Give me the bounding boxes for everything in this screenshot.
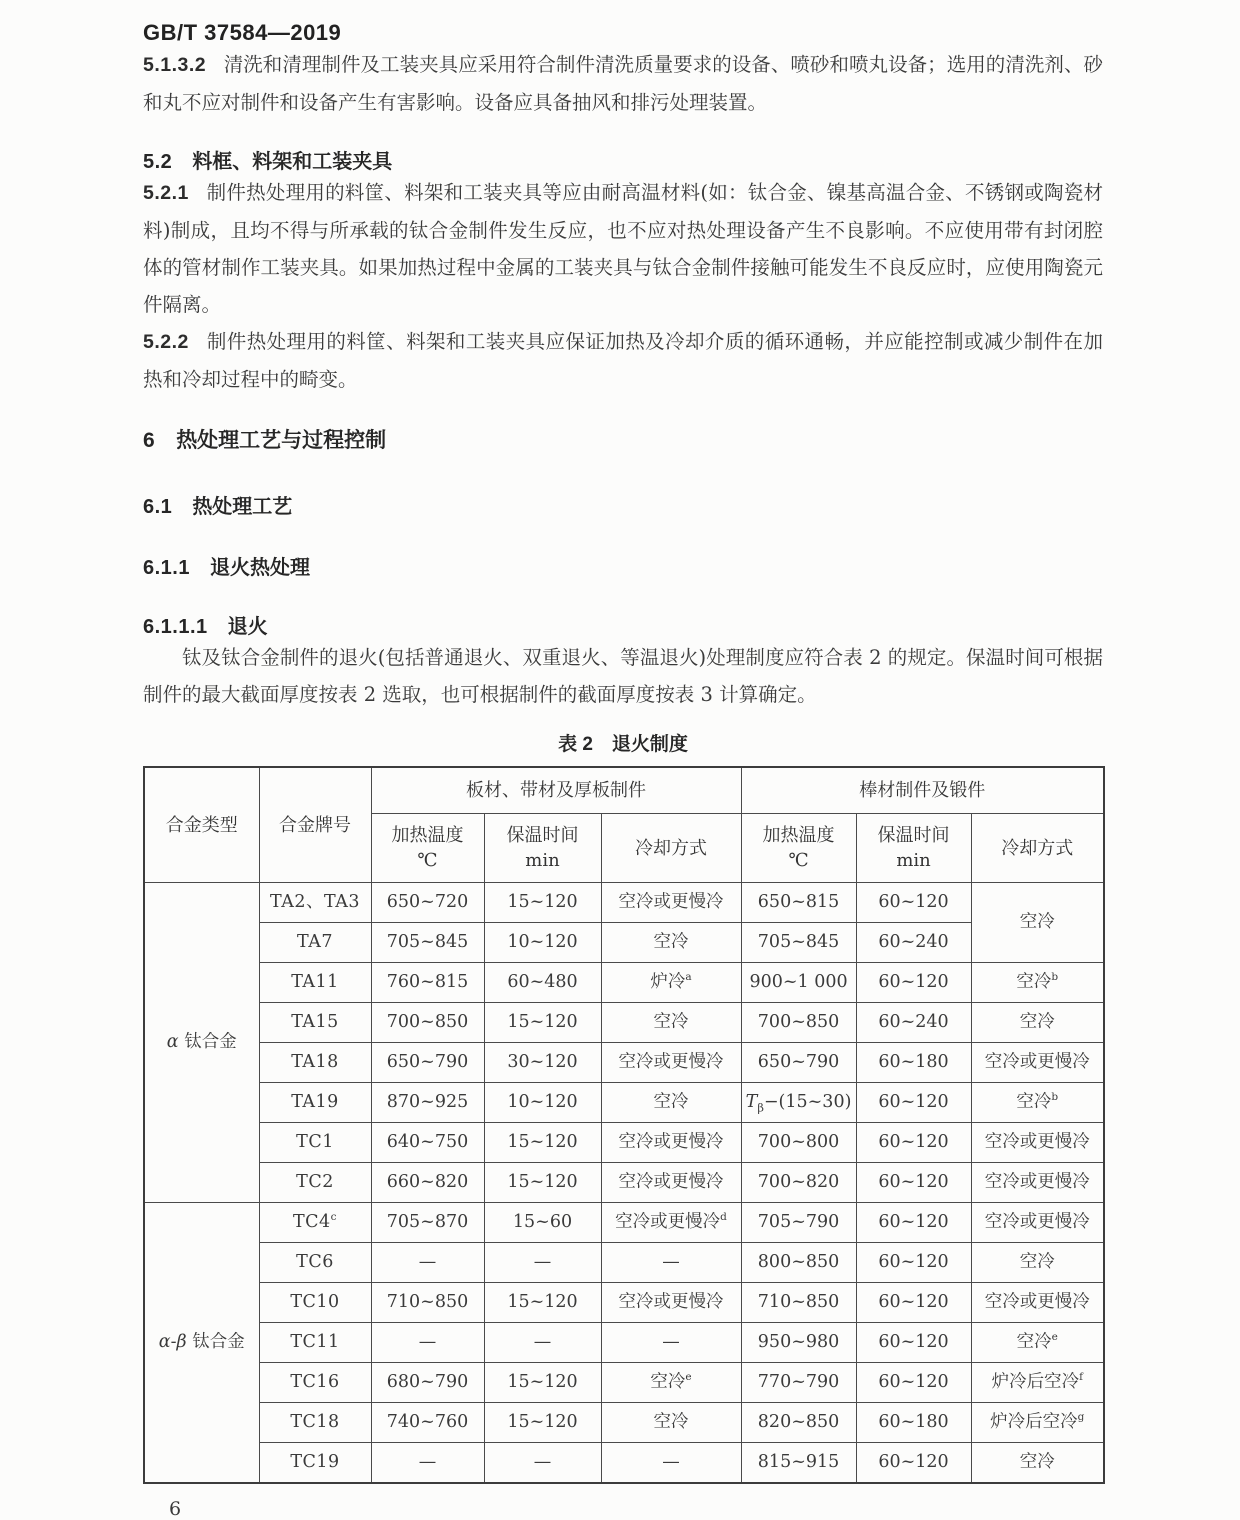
heading-title: 退火 [227, 616, 268, 638]
cell-bar-temp: 900~1 000 [741, 963, 856, 1003]
heading-title: 退火热处理 [209, 557, 310, 579]
cell-plate-time: 15~120 [484, 1123, 601, 1163]
clause-number: 5.1.3.2 [143, 54, 207, 76]
cell-bar-temp: 705~790 [741, 1203, 856, 1243]
cell-bar-cooling: 空冷$^b$ [971, 1083, 1104, 1123]
cell-plate-time: — [484, 1443, 601, 1484]
heading-6.1.1.1 [143, 610, 1103, 639]
cell-bar-time: 60~120 [856, 1363, 971, 1403]
cell-grade: TA2、TA3 [259, 883, 371, 923]
heading-5.2 [143, 145, 1103, 174]
clause-text: 制件热处理用的料筐、料架和工装夹具等应由耐高温材料(如：钛合金、镍基高温合金、不锈钢或陶瓷材料)制成，且均不得与所承载的钛合金制件发生反应，也不应对热处理设备产生不良影响。不应使用带有封闭腔体的管材制作工装夹具。如果加热过程中金属的工装夹具与钛合金制件接触可能发生不良反应时，应使用陶瓷元件隔离。 [143, 181, 1103, 316]
table-row [144, 1163, 1104, 1203]
cell-plate-cooling: 空冷或更慢冷$^d$ [601, 1203, 741, 1243]
cell-plate-time: 60~480 [484, 963, 601, 1003]
heading-number: 5.2 [143, 151, 173, 173]
clause-5.1.3.2 [143, 46, 1103, 121]
table-row [144, 1083, 1104, 1123]
table-row [144, 1363, 1104, 1403]
standard-code: GB/T 37584—2019 [143, 20, 342, 45]
col-header-bar-temp: 加热温度 ℃ [741, 814, 856, 883]
cell-plate-temp: 870~925 [371, 1083, 484, 1123]
cell-plate-temp: 680~790 [371, 1363, 484, 1403]
clause-5.2.1 [143, 174, 1103, 323]
table-2-caption [143, 729, 1103, 756]
heading-number: 6 [143, 429, 156, 452]
cell-plate-temp: 705~845 [371, 923, 484, 963]
cell-bar-temp: 800~850 [741, 1243, 856, 1283]
cell-bar-temp: 700~800 [741, 1123, 856, 1163]
cell-grade: TC10 [259, 1283, 371, 1323]
cell-bar-time: 60~240 [856, 923, 971, 963]
clause-number: 5.2.2 [143, 331, 189, 353]
clause-number: 5.2.1 [143, 182, 189, 204]
cell-plate-temp: 740~760 [371, 1403, 484, 1443]
col-header-bar-cooling: 冷却方式 [971, 814, 1104, 883]
table-row [144, 1323, 1104, 1363]
cell-bar-time: 60~120 [856, 1163, 971, 1203]
cell-plate-temp: 660~820 [371, 1163, 484, 1203]
clause-5.2.2 [143, 323, 1103, 398]
cell-grade: TC19 [259, 1443, 371, 1484]
cell-alloy-type-alpha: α 钛合金 [144, 883, 259, 1203]
col-header-plate-time: 保温时间 min [484, 814, 601, 883]
cell-plate-cooling: 空冷 [601, 1403, 741, 1443]
cell-bar-cooling: 空冷或更慢冷 [971, 1283, 1104, 1323]
cell-plate-temp: 700~850 [371, 1003, 484, 1043]
cell-plate-temp: 650~720 [371, 883, 484, 923]
cell-plate-time: — [484, 1323, 601, 1363]
cell-plate-time: 15~120 [484, 1283, 601, 1323]
cell-bar-cooling: 炉冷后空冷$^f$ [971, 1363, 1104, 1403]
cell-bar-temp: 650~815 [741, 883, 856, 923]
cell-bar-time: 60~120 [856, 1083, 971, 1123]
cell-plate-time: — [484, 1243, 601, 1283]
cell-plate-cooling: 空冷或更慢冷 [601, 1163, 741, 1203]
cell-bar-temp: 710~850 [741, 1283, 856, 1323]
table-caption-title: 退火制度 [611, 734, 688, 755]
cell-bar-cooling: 炉冷后空冷$^g$ [971, 1403, 1104, 1443]
cell-plate-time: 15~60 [484, 1203, 601, 1243]
cell-grade: TC2 [259, 1163, 371, 1203]
cell-bar-cooling-merged: 空冷 [971, 883, 1104, 963]
cell-bar-time: 60~180 [856, 1043, 971, 1083]
cell-bar-time: 60~120 [856, 1203, 971, 1243]
heading-6.1 [143, 490, 1103, 519]
table-row [144, 1443, 1104, 1484]
cell-bar-time: 60~240 [856, 1003, 971, 1043]
cell-bar-temp: 700~850 [741, 1003, 856, 1043]
cell-plate-temp: 710~850 [371, 1283, 484, 1323]
cell-plate-cooling: 炉冷$^a$ [601, 963, 741, 1003]
table-row [144, 1403, 1104, 1443]
cell-plate-time: 15~120 [484, 1163, 601, 1203]
cell-plate-temp: — [371, 1443, 484, 1484]
table-row [144, 1003, 1104, 1043]
cell-plate-temp: 640~750 [371, 1123, 484, 1163]
heading-title: 热处理工艺与过程控制 [176, 429, 387, 452]
table-2-annealing-schedule [143, 766, 1105, 1484]
cell-bar-temp: 815~915 [741, 1443, 856, 1484]
cell-bar-temp: 700~820 [741, 1163, 856, 1203]
cell-plate-time: 10~120 [484, 1083, 601, 1123]
cell-bar-cooling: 空冷 [971, 1443, 1104, 1484]
cell-plate-cooling: — [601, 1243, 741, 1283]
cell-grade: TC1 [259, 1123, 371, 1163]
intro-paragraph: 钛及钛合金制件的退火(包括普通退火、双重退火、等温退火)处理制度应符合表 2 的规定。保温时间可根据制件的最大截面厚度按表 2 选取，也可根据制件的截面厚度按表 3 计算确定。 [143, 646, 1103, 706]
col-header-plate-temp: 加热温度 ℃ [371, 814, 484, 883]
cell-plate-cooling: 空冷 [601, 1083, 741, 1123]
table-row [144, 963, 1104, 1003]
cell-bar-cooling: 空冷或更慢冷 [971, 1203, 1104, 1243]
table-caption-label: 表 2 [558, 734, 593, 755]
col-header-alloy-type: 合金类型 [144, 767, 259, 883]
cell-bar-cooling: 空冷或更慢冷 [971, 1043, 1104, 1083]
cell-grade: TA11 [259, 963, 371, 1003]
cell-plate-cooling: — [601, 1323, 741, 1363]
table-row [144, 1123, 1104, 1163]
cell-plate-time: 15~120 [484, 1403, 601, 1443]
cell-bar-cooling: 空冷或更慢冷 [971, 1163, 1104, 1203]
heading-6 [143, 424, 1103, 454]
col-group-plate: 板材、带材及厚板制件 [371, 767, 741, 814]
cell-bar-cooling: 空冷$^e$ [971, 1323, 1104, 1363]
cell-alloy-type-alpha-beta: α-β 钛合金 [144, 1203, 259, 1484]
cell-plate-time: 15~120 [484, 1003, 601, 1043]
cell-bar-time: 60~120 [856, 1243, 971, 1283]
cell-plate-time: 15~120 [484, 883, 601, 923]
cell-bar-time: 60~120 [856, 963, 971, 1003]
cell-grade: TA7 [259, 923, 371, 963]
cell-grade: TC18 [259, 1403, 371, 1443]
cell-bar-cooling: 空冷$^b$ [971, 963, 1104, 1003]
cell-plate-temp: — [371, 1243, 484, 1283]
heading-number: 6.1.1 [143, 557, 190, 579]
cell-bar-temp: 705~845 [741, 923, 856, 963]
clause-text: 制件热处理用的料筐、料架和工装夹具应保证加热及冷却介质的循环通畅，并应能控制或减少制件在加热和冷却过程中的畸变。 [143, 330, 1103, 391]
cell-bar-time: 60~120 [856, 1123, 971, 1163]
heading-title: 热处理工艺 [192, 496, 293, 518]
cell-bar-time: 60~120 [856, 1323, 971, 1363]
cell-plate-temp: 650~790 [371, 1043, 484, 1083]
cell-plate-time: 30~120 [484, 1043, 601, 1083]
col-header-plate-cooling: 冷却方式 [601, 814, 741, 883]
cell-grade: TC11 [259, 1323, 371, 1363]
cell-plate-cooling: 空冷或更慢冷 [601, 883, 741, 923]
table-row [144, 923, 1104, 963]
clause-text: 清洗和清理制件及工装夹具应采用符合制件清洗质量要求的设备、喷砂和喷丸设备；选用的清洗剂、砂和丸不应对制件和设备产生有害影响。设备应具备抽风和排污处理装置。 [143, 53, 1103, 114]
cell-plate-temp: — [371, 1323, 484, 1363]
cell-grade: TC16 [259, 1363, 371, 1403]
cell-bar-temp: 770~790 [741, 1363, 856, 1403]
table-row [144, 1283, 1104, 1323]
cell-grade: TA15 [259, 1003, 371, 1043]
heading-number: 6.1.1.1 [143, 616, 208, 638]
cell-bar-time: 60~180 [856, 1403, 971, 1443]
cell-bar-time: 60~120 [856, 1283, 971, 1323]
cell-bar-time: 60~120 [856, 1443, 971, 1484]
heading-number: 6.1 [143, 496, 173, 518]
heading-title: 料框、料架和工装夹具 [192, 151, 393, 173]
cell-plate-temp: 705~870 [371, 1203, 484, 1243]
cell-grade: TC6 [259, 1243, 371, 1283]
cell-bar-cooling: 空冷 [971, 1243, 1104, 1283]
cell-grade: TC4$^c$ [259, 1203, 371, 1243]
cell-grade: TA19 [259, 1083, 371, 1123]
table-row [144, 1043, 1104, 1083]
table-row [144, 883, 1104, 923]
heading-6.1.1 [143, 551, 1103, 580]
cell-plate-cooling: 空冷或更慢冷 [601, 1123, 741, 1163]
cell-plate-cooling: 空冷$^e$ [601, 1363, 741, 1403]
cell-plate-cooling: — [601, 1443, 741, 1484]
cell-plate-cooling: 空冷或更慢冷 [601, 1283, 741, 1323]
cell-plate-cooling: 空冷 [601, 923, 741, 963]
cell-bar-time: 60~120 [856, 883, 971, 923]
page-number: 6 [169, 1498, 182, 1520]
cell-plate-cooling: 空冷或更慢冷 [601, 1043, 741, 1083]
cell-bar-temp: 950~980 [741, 1323, 856, 1363]
cell-plate-temp: 760~815 [371, 963, 484, 1003]
cell-plate-cooling: 空冷 [601, 1003, 741, 1043]
cell-bar-temp: 820~850 [741, 1403, 856, 1443]
table-row [144, 1243, 1104, 1283]
col-header-bar-time: 保温时间 min [856, 814, 971, 883]
cell-bar-cooling: 空冷或更慢冷 [971, 1123, 1104, 1163]
cell-grade: TA18 [259, 1043, 371, 1083]
col-group-bar: 棒材制件及锻件 [741, 767, 1104, 814]
cell-plate-time: 10~120 [484, 923, 601, 963]
col-header-grade: 合金牌号 [259, 767, 371, 883]
cell-bar-temp: 650~790 [741, 1043, 856, 1083]
cell-bar-cooling: 空冷 [971, 1003, 1104, 1043]
table-row [144, 1203, 1104, 1243]
table-header-row-groups [144, 767, 1104, 814]
cell-plate-time: 15~120 [484, 1363, 601, 1403]
cell-bar-temp: $T_\beta-(15\sim 30)$ [741, 1083, 856, 1123]
